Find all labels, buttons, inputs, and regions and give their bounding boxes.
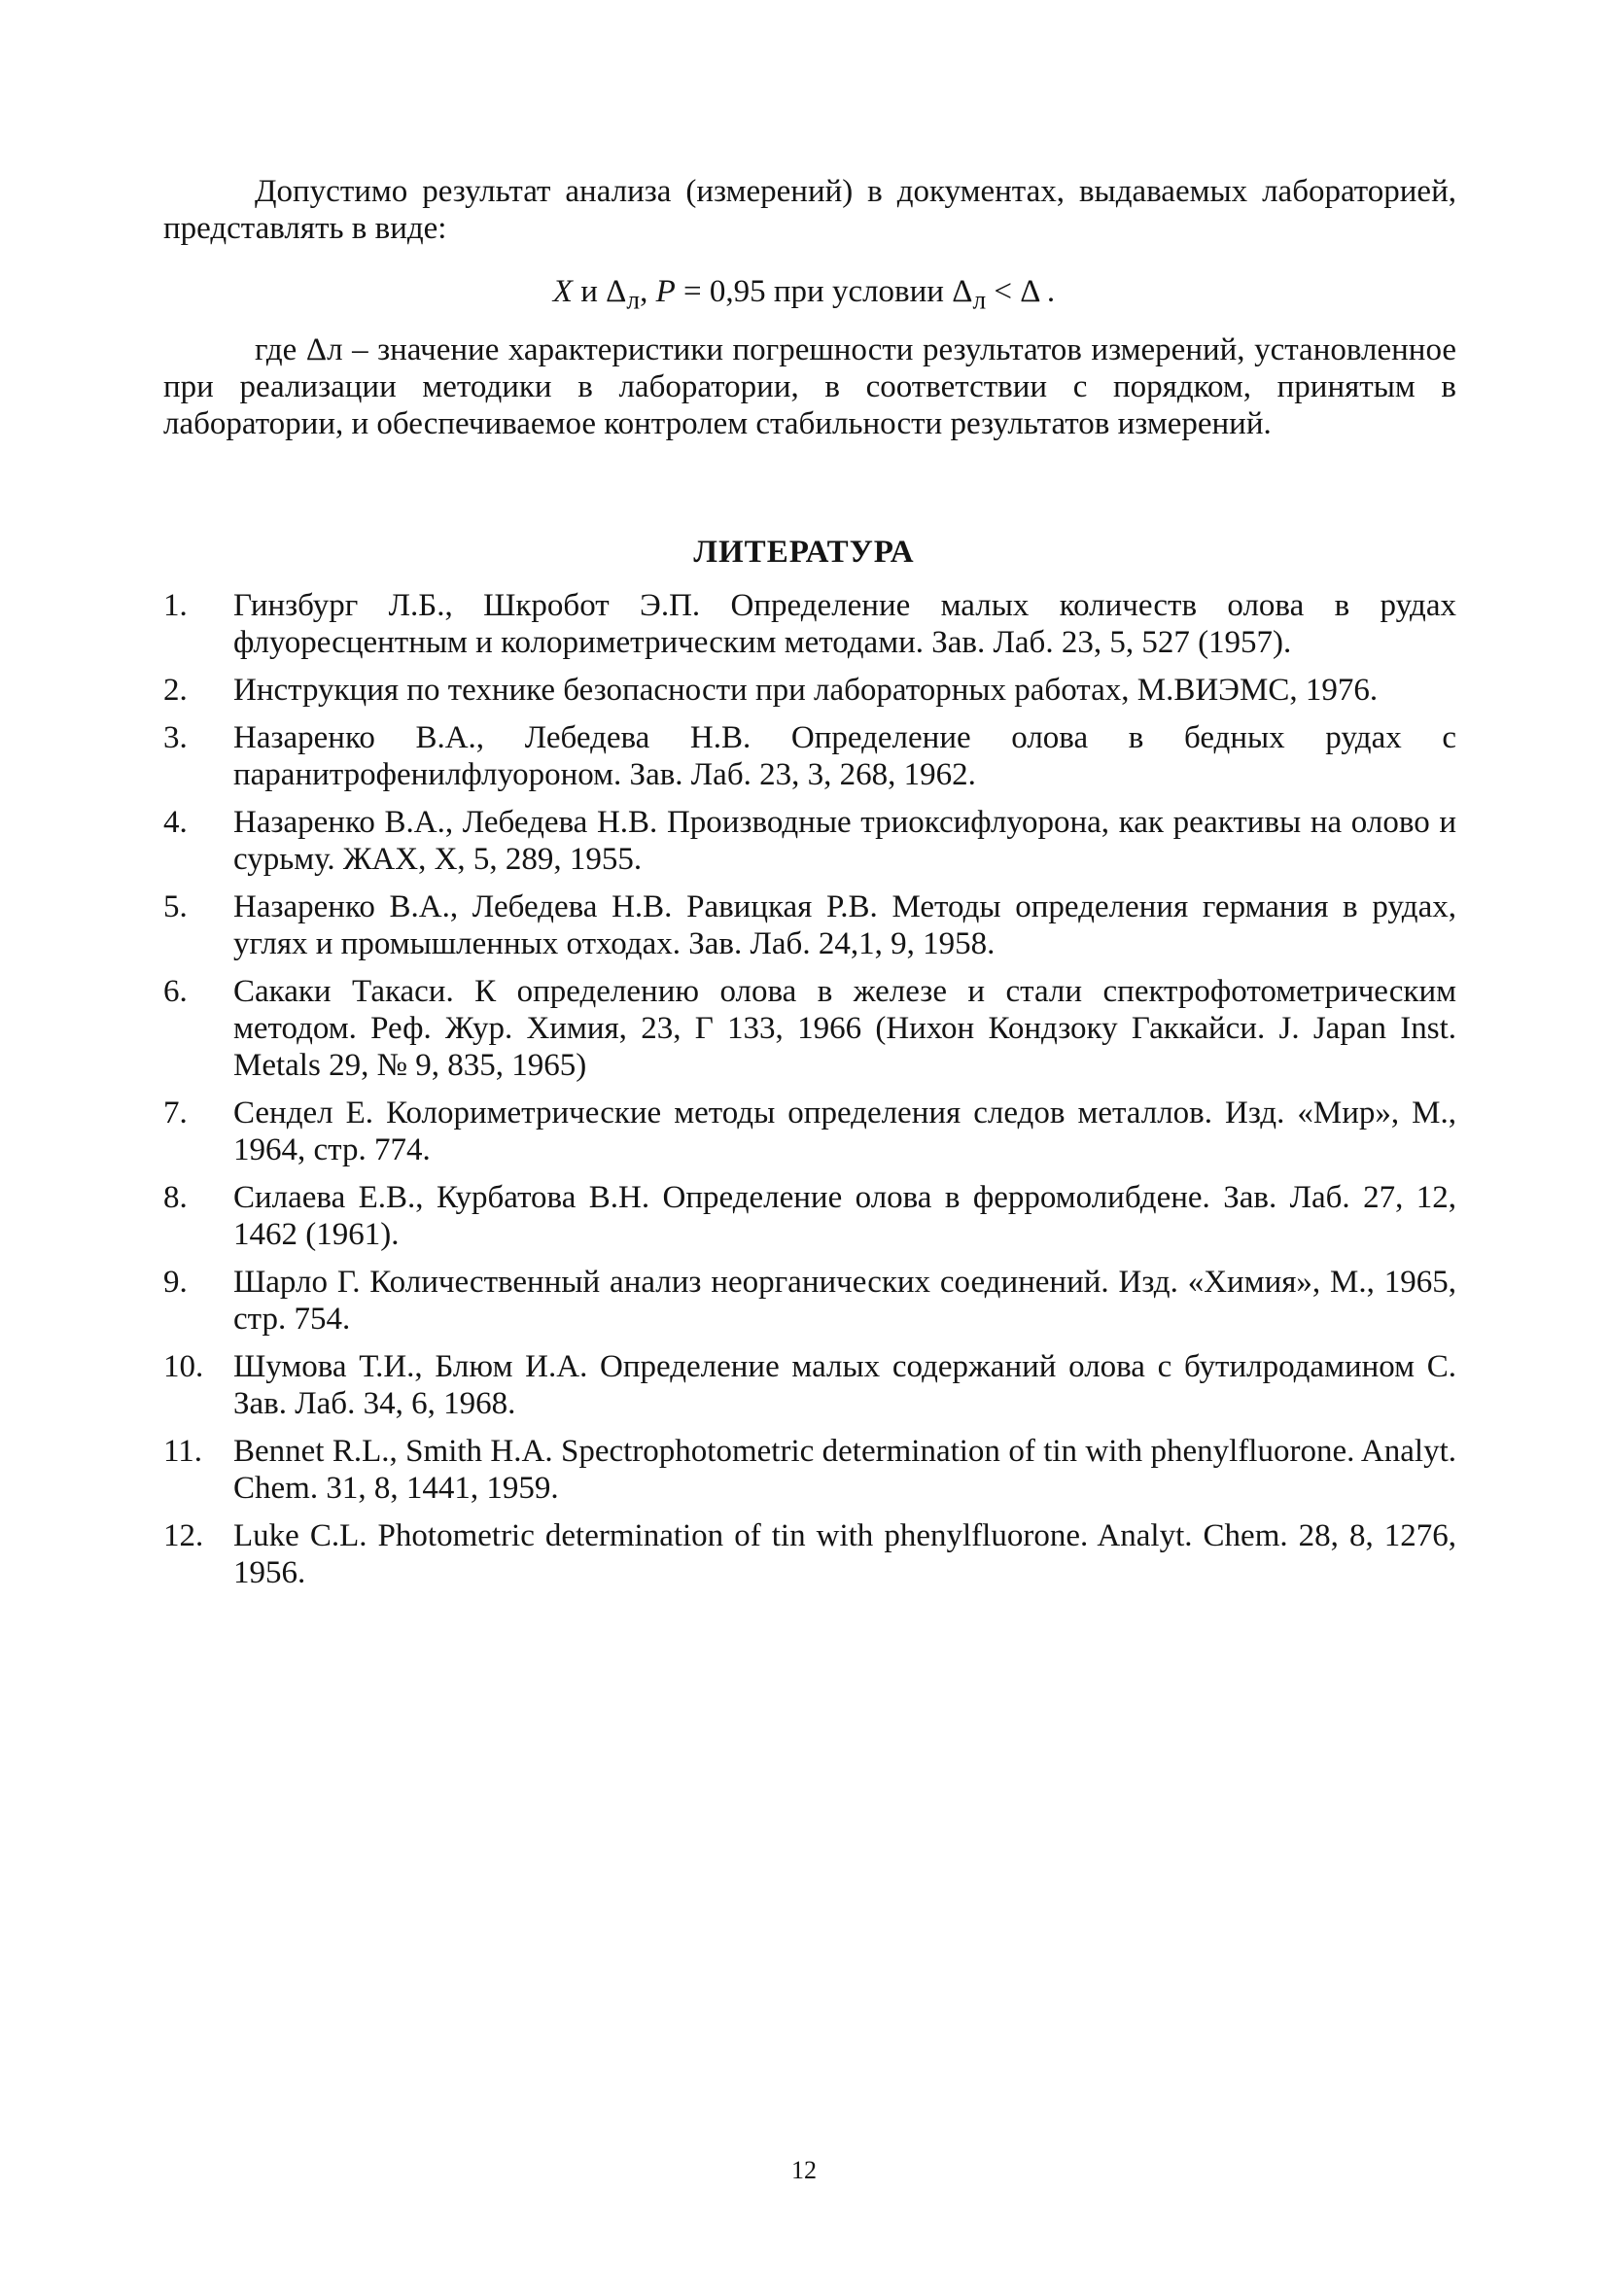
reference-number: 8.: [163, 1180, 188, 1215]
reference-number: 9.: [163, 1265, 188, 1300]
reference-text: Сакаки Такаси. К определению олова в железе и стали спектрофотометрическим методом. Реф. Жур. Химия, 23, Г 133, 1966 (Нихон Кондзоку Гаккайси. J. Japan Inst. Metals 29, № 9, 835, 1965): [233, 974, 1456, 1083]
reference-text: Назаренко В.А., Лебедева Н.В. Равицкая Р.В. Методы определения германия в рудах, углях и промышленных отходах. Зав. Лаб. 24,1, 9, 1958.: [233, 889, 1456, 961]
reference-item: [163, 1517, 1456, 1591]
reference-number: 2.: [163, 673, 188, 708]
reference-item: [163, 888, 1456, 962]
formula-condition: = 0,95 при условии Δ: [675, 274, 973, 309]
reference-number: 6.: [163, 974, 188, 1009]
reference-item: [163, 719, 1456, 793]
reference-text: Гинзбург Л.Б., Шкробот Э.П. Определение малых количеств олова в рудах флуоресцентным и колориметрическим методами. Зав. Лаб. 23, 5, 527 (1957).: [233, 588, 1456, 660]
reference-item: [163, 1348, 1456, 1422]
reference-text: Назаренко В.А., Лебедева Н.В. Определение олова в бедных рудах с паранитрофенилфлуороном. Зав. Лаб. 23, 3, 268, 1962.: [233, 720, 1456, 792]
reference-item: [163, 1264, 1456, 1338]
formula-delta: и Δ: [572, 274, 627, 309]
definition-paragraph: где Δл – значение характеристики погрешности результатов измерений, установленное при реализации методики в лаборатории, в соответствии с порядком, принятым в лаборатории, и обеспечиваемое контролем стабильности результатов измерений.: [163, 332, 1456, 441]
formula-sub-1: л: [626, 284, 641, 315]
formula-p: P: [655, 274, 676, 309]
intro-paragraph: Допустимо результат анализа (измерений) в документах, выдаваемых лабораторией, представлять в виде:: [163, 174, 1456, 246]
formula-sep: ,: [640, 274, 656, 309]
reference-number: 4.: [163, 805, 188, 840]
reference-text: Назаренко В.А., Лебедева Н.В. Производные триоксифлуорона, как реактивы на олово и сурьму. ЖАХ, X, 5, 289, 1955.: [233, 805, 1456, 877]
reference-text: Шарло Г. Количественный анализ неорганических соединений. Изд. «Химия», М., 1965, стр. 754.: [233, 1265, 1456, 1337]
formula-x: X: [552, 274, 573, 309]
reference-number: 3.: [163, 720, 188, 755]
reference-item: [163, 804, 1456, 878]
references-heading: ЛИТЕРАТУРА: [693, 535, 915, 570]
reference-number: 12.: [163, 1518, 204, 1553]
reference-text: Сендел Е. Колориметрические методы определения следов металлов. Изд. «Мир», М., 1964, стр. 774.: [233, 1096, 1456, 1167]
reference-number: 1.: [163, 588, 188, 623]
formula-end: < Δ .: [986, 274, 1056, 309]
reference-item: [163, 1179, 1456, 1253]
reference-item: [163, 973, 1456, 1084]
reference-text: Luke C.L. Photometric determination of tin with phenylfluorone. Analyt. Chem. 28, 8, 1276, 1956.: [233, 1518, 1456, 1590]
reference-item: [163, 672, 1456, 709]
reference-text: Bennet R.L., Smith H.A. Spectrophotometric determination of tin with phenylfluorone. Analyt. Chem. 31, 8, 1441, 1959.: [233, 1434, 1456, 1506]
reference-item: [163, 587, 1456, 661]
reference-number: 5.: [163, 889, 188, 924]
reference-number: 7.: [163, 1096, 188, 1131]
formula-sub-2: л: [972, 284, 987, 315]
reference-item: [163, 1433, 1456, 1507]
page-number: 12: [791, 2156, 817, 2184]
result-formula: [0, 273, 1608, 319]
reference-number: 10.: [163, 1349, 204, 1384]
reference-text: Шумова Т.И., Блюм И.А. Определение малых содержаний олова с бутилродамином С. Зав. Лаб. 34, 6, 1968.: [233, 1349, 1456, 1421]
references-list: [163, 587, 1456, 1602]
reference-item: [163, 1095, 1456, 1168]
reference-text: Силаева Е.В., Курбатова В.Н. Определение олова в ферромолибдене. Зав. Лаб. 27, 12, 1462 (1961).: [233, 1180, 1456, 1252]
reference-text: Инструкция по технике безопасности при лабораторных работах, М.ВИЭМС, 1976.: [233, 673, 1379, 708]
reference-number: 11.: [163, 1434, 203, 1469]
